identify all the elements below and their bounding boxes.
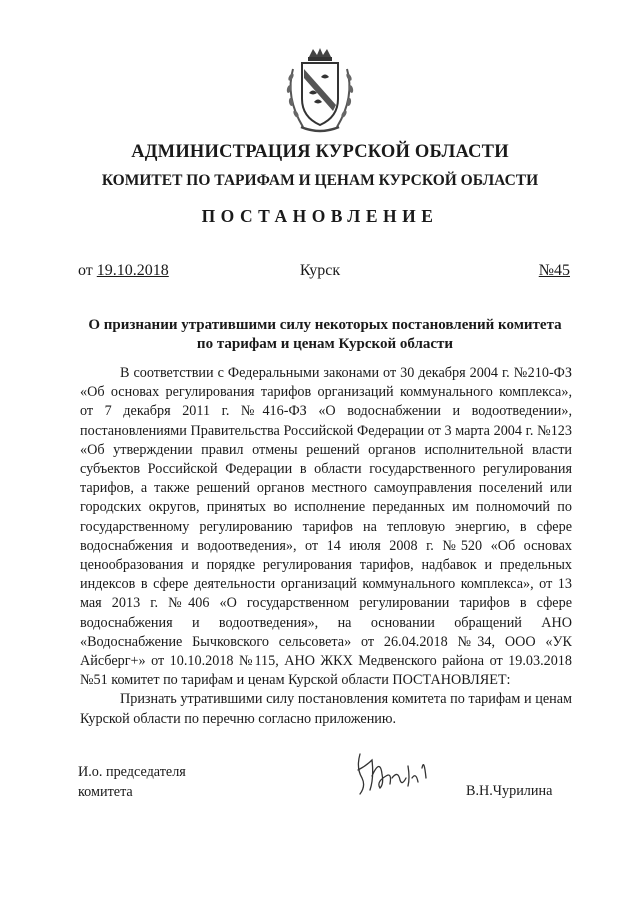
signatory-name: В.Н.Чурилина (466, 783, 553, 799)
document-number: №45 (538, 262, 570, 279)
coat-of-arms-icon (283, 47, 357, 135)
document-subject: О признании утратившими силу некоторых постановлений комитета по тарифам и ценам Курской области (88, 317, 562, 352)
date-value: 19.10.2018 (96, 262, 169, 279)
date-prefix: от (78, 262, 97, 279)
committee-heading: КОМИТЕТ ПО ТАРИФАМ И ЦЕНАМ КУРСКОЙ ОБЛАСТИ (101, 172, 539, 189)
signatory-title-line2: комитета (78, 784, 133, 800)
body-paragraph: В соответствии с Федеральными законами от 30 декабря 2004 г. №210-ФЗ «Об основах регулирования тарифов организаций коммунального комплекса», от 7 декабря 2011 г. №416-ФЗ «О водоснабжении и водоотведении», постановлениями Правительства Российской Федерации от 3 марта 2004 г. №123 «Об утверждении правил отмены решений органов исполнительной власти субъектов Российской Федерации в области государственного регулирования тарифов, а также решений органов местного самоуправления поселений или городских округов, принятых во исполнение переданных им полномочий по государственному регулированию тарифов на тепловую энергию, в сфере водоснабжения и водоотведения», от 14 июля 2008 г. №520 «Об основах ценообразования и порядке регулирования тарифов, надбавок и предельных индексов в сфере деятельности организаций коммунального комплекса», от 13 мая 2013 г. №406 «О государственном регулировании тарифов в сфере водоснабжения и водоотведения», на основании обращений АНО «Водоснабжение Бычковского сельсовета» от 26.04.2018 №34, ООО «УК Айсберг+» от 10.10.2018 №115, АНО ЖКХ Медвенского района от 19.03.2018 №51 комитет по тарифам и ценам Курской области ПОСТАНОВЛЯЕТ: (80, 365, 572, 689)
document-type-heading: ПОСТАНОВЛЕНИЕ (201, 206, 439, 226)
document-city: Курск (299, 262, 341, 279)
administration-heading: АДМИНИСТРАЦИЯ КУРСКОЙ ОБЛАСТИ (131, 142, 509, 162)
document-body (80, 364, 572, 729)
handwritten-signature-icon (352, 748, 442, 798)
signatory-title (78, 762, 186, 802)
signatory-title-line1: И.о. председателя (78, 764, 186, 780)
body-paragraph: Признать утратившими силу постановления комитета по тарифам и ценам Курской области по перечню согласно приложению. (80, 691, 572, 727)
